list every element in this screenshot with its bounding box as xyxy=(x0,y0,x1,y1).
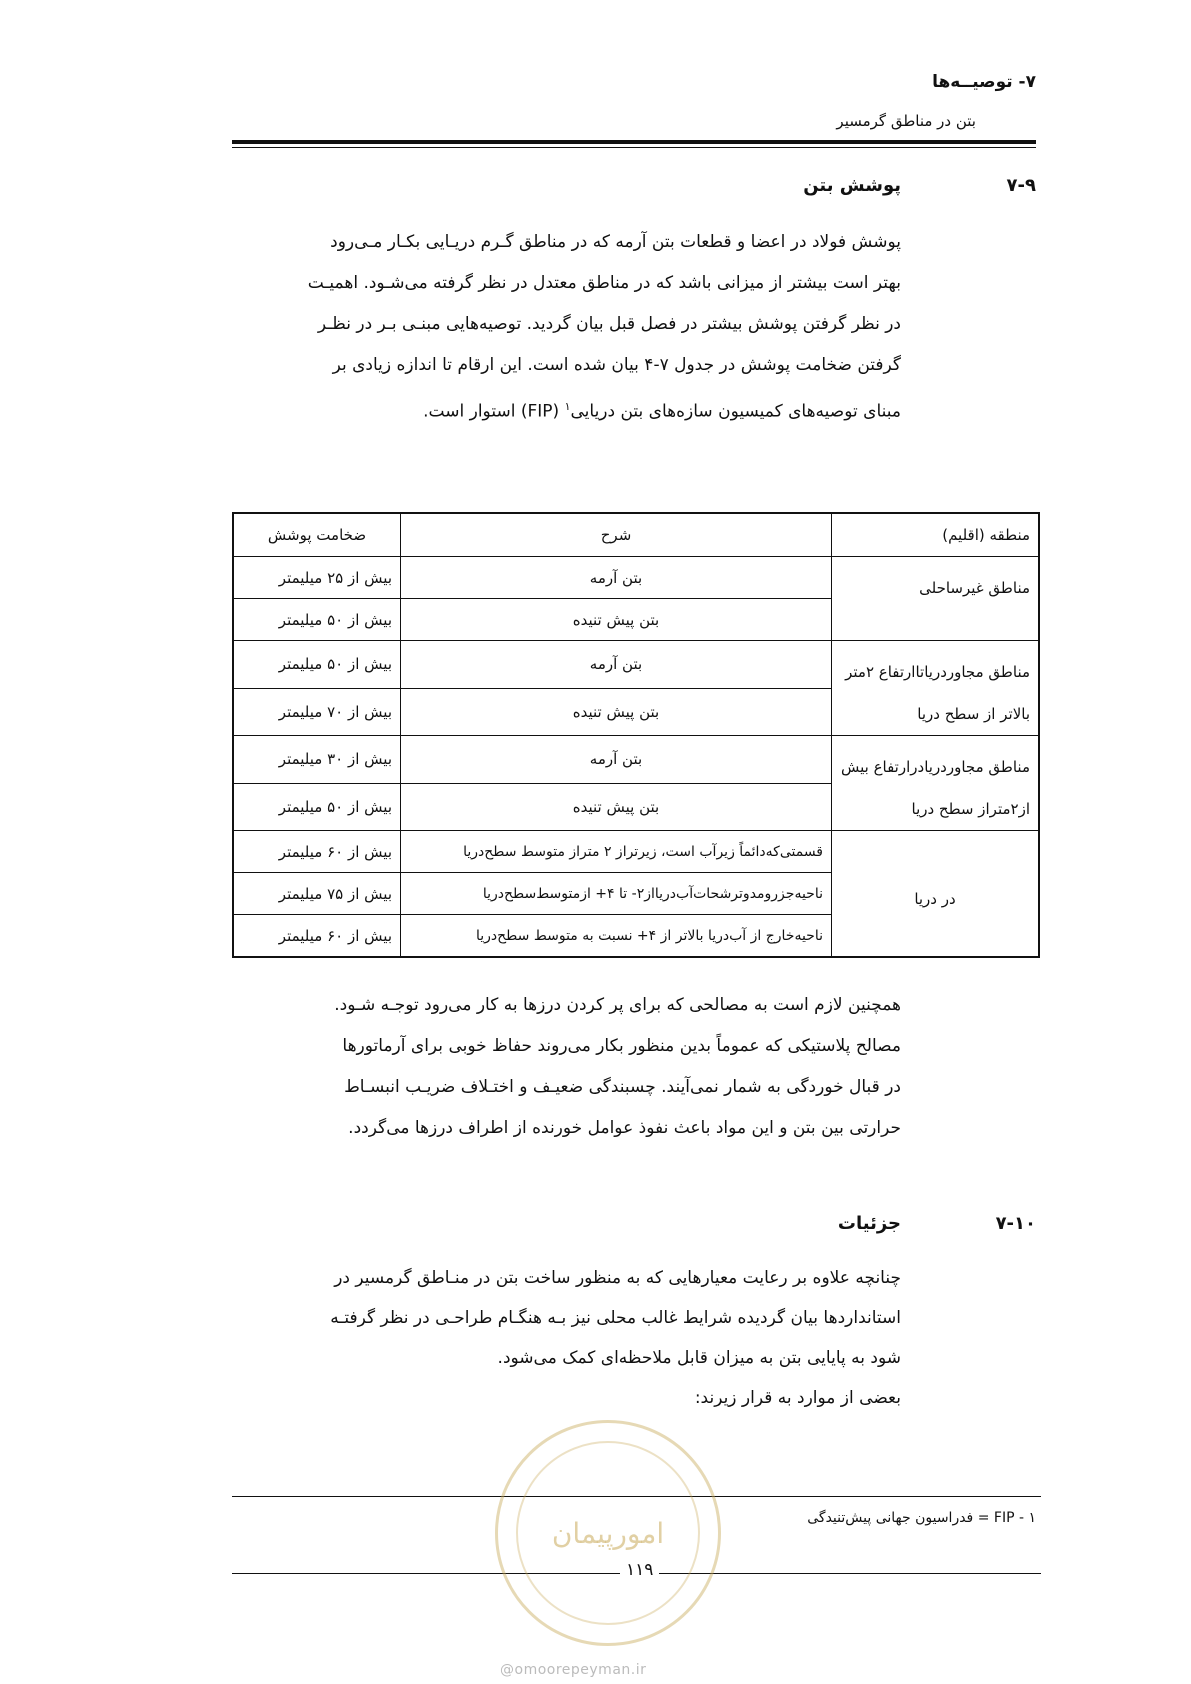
footnote-reference: ۱ xyxy=(564,400,571,413)
description-cell: بتن پیش تنیده xyxy=(401,688,832,736)
cover-thickness-table xyxy=(232,512,1040,958)
description-cell: بتن پیش تنیده xyxy=(401,783,832,831)
stamp-ring xyxy=(516,1441,700,1625)
zone-cell: مناطق مجاوردریاتاارتفاع ۲متر بالاتر از سطح دریا xyxy=(832,641,1040,736)
section-title: پوشش بتن xyxy=(803,175,901,196)
paragraph-line: در نظر گرفتن پوشش بیشتر در فصل قبل بیان گردید. توصیه‌هایی مبنـی بـر در نظـر xyxy=(317,314,901,334)
paragraph-line: بعضی از موارد به قرار زیرند: xyxy=(694,1388,901,1408)
thickness-cell: بیش از ۶۰ میلیمتر xyxy=(233,915,401,958)
thickness-cell: بیش از ۳۰ میلیمتر xyxy=(233,736,401,784)
book-title-header: بتن در مناطق گرمسیر xyxy=(836,112,976,130)
zone-cell: مناطق مجاوردریادرارتفاع بیش از۲متراز سطح دریا xyxy=(832,736,1040,831)
stamp-text: امورپیمان xyxy=(551,1516,665,1550)
zone-cell: مناطق غیرساحلی xyxy=(832,557,1040,641)
paragraph-line: چنانچه علاوه بر رعایت معیارهایی که به منظور ساخت بتن در منـاطق گرمسیر در xyxy=(334,1268,901,1288)
paragraph-line: شود به پایایی بتن به میزان قابل ملاحظه‌ای کمک می‌شود. xyxy=(497,1348,901,1368)
thickness-cell: بیش از ۵۰ میلیمتر xyxy=(233,641,401,689)
thickness-cell: بیش از ۵۰ میلیمتر xyxy=(233,783,401,831)
paragraph-line: گرفتن ضخامت پوشش در جدول ۷-۴ بیان شده است. این ارقام تا اندازه زیادی بر xyxy=(332,355,901,375)
line-text: مبنای توصیه‌های کمیسیون سازه‌های بتن دریایی xyxy=(570,401,901,422)
paragraph-line: همچنین لازم است به مصالحی که برای پر کردن درزها به کار می‌رود توجـه شـود. xyxy=(334,995,901,1015)
watermark-url: @omoorepeyman.ir xyxy=(500,1662,647,1678)
zone-cell: در دریا xyxy=(832,831,1040,958)
thickness-cell: بیش از ۵۰ میلیمتر xyxy=(233,599,401,641)
paragraph-line: در قبال خوردگی به شمار نمی‌آیند. چسبندگی ضعیـف و اختـلاف ضریـب انبسـاط xyxy=(344,1077,901,1097)
footnote: ۱ - FIP = فدراسیون جهانی پیش‌تنیدگی xyxy=(807,1510,1036,1526)
table-row xyxy=(233,831,1039,873)
section-number: ۷-۱۰ xyxy=(995,1213,1036,1234)
section-title: جزئیات xyxy=(837,1213,901,1234)
description-cell: ناحیه‌خارج از آب‌دریا بالاتر از ۴+ نسبت به متوسط سطح‌دریا xyxy=(401,915,832,958)
description-cell: بتن آرمه xyxy=(401,641,832,689)
description-cell: ناحیه‌جزرومدوترشحات‌آب‌دریااز۲- تا ۴+ ازمتوسط‌سطح‌دریا xyxy=(401,873,832,915)
paragraph-line xyxy=(251,386,901,433)
paragraph-line: بهتر است بیشتر از میزانی باشد که در مناطق معتدل در نظر گرفته می‌شـود. اهمیـت xyxy=(307,273,901,293)
header-rule-thin xyxy=(232,147,1036,148)
header-zone: منطقه (اقلیم) xyxy=(832,513,1040,557)
paragraph-line: حرارتی بین بتن و این مواد باعث نفوذ عوامل خورنده از اطراف درزها می‌گردد. xyxy=(348,1118,901,1138)
header-thickness: ضخامت پوشش xyxy=(233,513,401,557)
description-cell: قسمتی‌که‌دائماً زیرآب است، زیرتراز ۲ متراز متوسط سطح‌دریا xyxy=(401,831,832,873)
section-number: ۷-۹ xyxy=(1006,175,1036,196)
header-description: شرح xyxy=(401,513,832,557)
description-cell: بتن پیش تنیده xyxy=(401,599,832,641)
thickness-cell: بیش از ۷۰ میلیمتر xyxy=(233,688,401,736)
header-rule-thick xyxy=(232,140,1036,144)
thickness-cell: بیش از ۲۵ میلیمتر xyxy=(233,557,401,599)
thickness-cell: بیش از ۶۰ میلیمتر xyxy=(233,831,401,873)
paragraph-line: پوشش فولاد در اعضا و قطعات بتن آرمه که در مناطق گـرم دریـایی بکـار مـی‌رود xyxy=(330,232,901,252)
paragraph-joints xyxy=(251,985,901,1149)
paragraph-line: استانداردها بیان گردیده شرایط غالب محلی نیز بـه هنگـام طراحـی در نظر گرفتـه xyxy=(330,1308,901,1328)
chapter-header: ۷- توصیــه‌ها xyxy=(932,72,1036,92)
table-row xyxy=(233,736,1039,784)
paragraph-line: مصالح پلاستیکی که عموماً بدین منظور بکار می‌روند حفاظ خوبی برای آرماتورها xyxy=(342,1036,901,1056)
description-cell: بتن آرمه xyxy=(401,736,832,784)
watermark-stamp xyxy=(495,1420,721,1646)
table-row xyxy=(233,641,1039,689)
page-number: ۱۱۹ xyxy=(620,1560,659,1580)
section-paragraph xyxy=(251,222,901,433)
line-text: (FIP) استوار است. xyxy=(423,401,565,422)
table-header-row xyxy=(233,513,1039,557)
description-cell: بتن آرمه xyxy=(401,557,832,599)
thickness-cell: بیش از ۷۵ میلیمتر xyxy=(233,873,401,915)
section-paragraph xyxy=(251,1258,901,1418)
table-row xyxy=(233,557,1039,599)
